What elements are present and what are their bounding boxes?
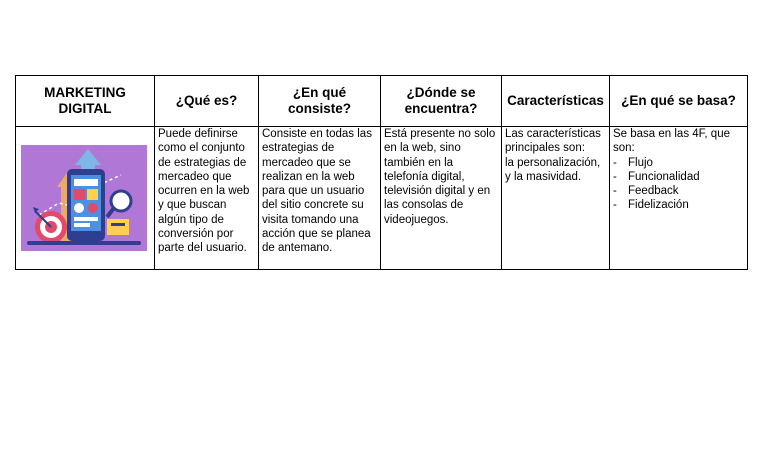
caracteristicas-line-3: y la masividad. xyxy=(505,170,582,183)
digital-marketing-illustration-icon xyxy=(21,145,147,251)
table-row xyxy=(16,127,748,270)
caracteristicas-line-2: la personalización, xyxy=(505,156,601,169)
header-en-que-consiste: ¿En qué consiste? xyxy=(259,76,381,127)
header-caracteristicas: Características xyxy=(502,76,610,127)
caracteristicas-line-1: Las características principales son: xyxy=(505,128,601,155)
header-row xyxy=(16,76,748,127)
header-donde-se-encuentra: ¿Dónde se encuentra? xyxy=(381,76,502,127)
cell-en-que-consiste: Consiste en todas las estrategias de mercadeo que se realizan en la web para que un usuario del sitio concrete su visita tomando una acción que se planea de antemano. xyxy=(259,127,381,270)
header-que-es: ¿Qué es? xyxy=(155,76,259,127)
list-item: - Flujo xyxy=(613,156,744,170)
cell-donde-se-encuentra: Está presente no solo en la web, sino también en la telefonía digital, televisión digital y en las consolas de videojuegos. xyxy=(381,127,502,270)
cell-en-que-se-basa xyxy=(610,127,748,270)
marketing-digital-table xyxy=(15,75,748,270)
cell-caracteristicas xyxy=(502,127,610,270)
image-cell xyxy=(16,127,155,270)
list-item: - Funcionalidad xyxy=(613,170,744,184)
list-item: - Feedback xyxy=(613,184,744,198)
list-item: - Fidelización xyxy=(613,198,744,212)
basa-intro: Se basa en las 4F, que son: xyxy=(613,128,730,155)
header-en-que-se-basa: ¿En qué se basa? xyxy=(610,76,748,127)
basa-list xyxy=(613,156,744,213)
cell-que-es: Puede definirse como el conjunto de estrategias de mercadeo que ocurren en la web y que buscan algún tipo de conversión por parte del usuario. xyxy=(155,127,259,270)
header-marketing-digital: MARKETING DIGITAL xyxy=(16,76,155,127)
